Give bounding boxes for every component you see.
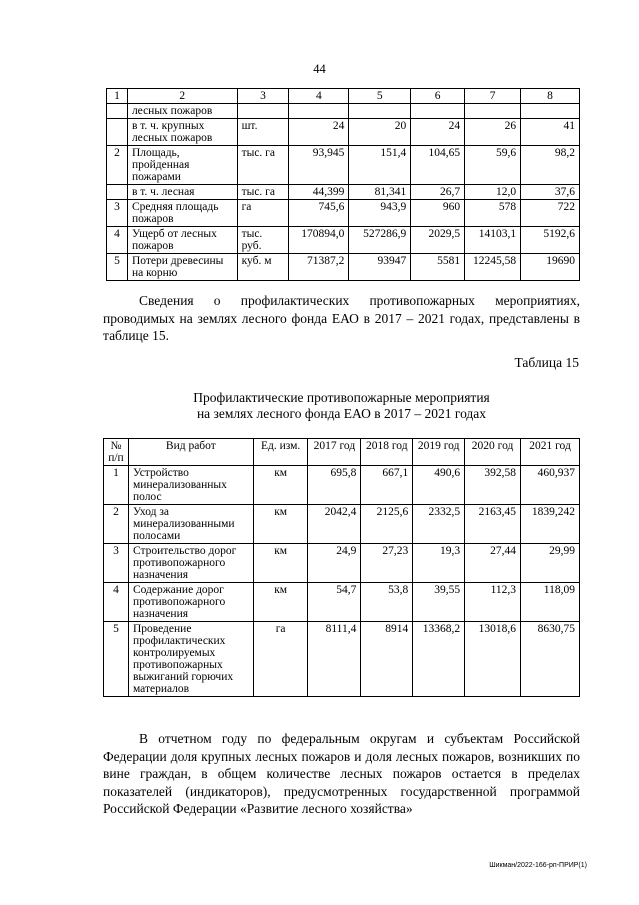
header-num: № п/п (104, 439, 129, 466)
row-value: 27,23 (361, 544, 413, 583)
row-value: 2332,5 (413, 505, 465, 544)
row-name: Устройство минерализованных полос (128, 466, 253, 505)
table-row (107, 254, 580, 281)
table-row (107, 200, 580, 227)
row-unit: га (253, 622, 308, 697)
row-value: 2042,4 (308, 505, 361, 544)
row-number: 2 (107, 146, 128, 185)
row-value: 460,937 (521, 466, 580, 505)
row-value: 24 (289, 119, 349, 146)
row-value: 98,2 (521, 146, 580, 185)
table-row (107, 146, 580, 185)
row-number: 3 (104, 544, 129, 583)
row-unit: шт. (237, 119, 289, 146)
row-value: 667,1 (361, 466, 413, 505)
row-number: 4 (104, 583, 129, 622)
row-name: Уход за минерализованными полосами (128, 505, 253, 544)
row-value: 44,399 (289, 185, 349, 200)
row-value: 93,945 (289, 146, 349, 185)
row-value: 170894,0 (289, 227, 349, 254)
row-value: 12245,58 (465, 254, 521, 281)
document-id: Шикман/2022-166-рп-ПРИР(1) (489, 862, 587, 869)
row-value: 41 (521, 119, 580, 146)
row-value: 71387,2 (289, 254, 349, 281)
row-value: 695,8 (308, 466, 361, 505)
row-value: 29,99 (521, 544, 580, 583)
header-cell: 7 (465, 89, 521, 104)
row-unit: км (253, 544, 308, 583)
row-value: 490,6 (413, 466, 465, 505)
header-work: Вид работ (128, 439, 253, 466)
row-value: 24 (411, 119, 465, 146)
row-unit (237, 104, 289, 119)
row-unit: га (237, 200, 289, 227)
row-name: Строительство дорог противопожарного назначения (128, 544, 253, 583)
row-value: 722 (521, 200, 580, 227)
fire-statistics-table (106, 88, 580, 281)
row-name: Средняя площадь пожаров (127, 200, 237, 227)
row-value (411, 104, 465, 119)
header-cell: 5 (349, 89, 411, 104)
row-value: 19690 (521, 254, 580, 281)
row-number: 5 (104, 622, 129, 697)
row-name: Ущерб от лесных пожаров (127, 227, 237, 254)
header-cell: 6 (411, 89, 465, 104)
row-value: 26,7 (411, 185, 465, 200)
row-value: 59,6 (465, 146, 521, 185)
row-value: 2163,45 (465, 505, 521, 544)
row-number: 4 (107, 227, 128, 254)
row-number (107, 119, 128, 146)
row-unit: км (253, 505, 308, 544)
row-number: 3 (107, 200, 128, 227)
row-name: Площадь, пройденная пожарами (127, 146, 237, 185)
header-year: 2017 год (308, 439, 361, 466)
row-unit: куб. м (237, 254, 289, 281)
row-value: 14103,1 (465, 227, 521, 254)
row-value: 392,58 (465, 466, 521, 505)
row-number: 2 (104, 505, 129, 544)
row-value: 5192,6 (521, 227, 580, 254)
table-label: Таблица 15 (514, 355, 579, 370)
row-value: 81,341 (349, 185, 411, 200)
header-cell: 8 (521, 89, 580, 104)
row-value: 2125,6 (361, 505, 413, 544)
row-value: 118,09 (521, 583, 580, 622)
row-name: Проведение профилактических контролируемых противопожарных выжиганий горючих материалов (128, 622, 253, 697)
row-value: 8630,75 (521, 622, 580, 697)
row-value: 1839,242 (521, 505, 580, 544)
table-header-row (107, 89, 580, 104)
header-cell: 2 (127, 89, 237, 104)
header-year: 2019 год (413, 439, 465, 466)
row-value: 39,55 (413, 583, 465, 622)
row-value: 8914 (361, 622, 413, 697)
header-year: 2020 год (465, 439, 521, 466)
paragraph-intro: Сведения о профилактических противопожарных мероприятиях, проводимых на землях лесного фонда ЕАО в 2017 – 2021 годах, представлены в таблице 15. (103, 293, 580, 343)
table-row (104, 583, 580, 622)
row-value: 8111,4 (308, 622, 361, 697)
row-value: 527286,9 (349, 227, 411, 254)
row-unit: тыс. га (237, 146, 289, 185)
row-unit: тыс. руб. (237, 227, 289, 254)
table-row (107, 119, 580, 146)
table-row (104, 544, 580, 583)
row-name: Содержание дорог противопожарного назначения (128, 583, 253, 622)
row-unit: км (253, 583, 308, 622)
row-value: 112,3 (465, 583, 521, 622)
header-unit: Ед. изм. (253, 439, 308, 466)
row-value: 960 (411, 200, 465, 227)
header-cell: 3 (237, 89, 289, 104)
row-value (465, 104, 521, 119)
row-value: 13018,6 (465, 622, 521, 697)
row-name: в т. ч. крупных лесных пожаров (127, 119, 237, 146)
row-value: 943,9 (349, 200, 411, 227)
row-value: 19,3 (413, 544, 465, 583)
row-unit: км (253, 466, 308, 505)
row-number (107, 185, 128, 200)
row-value: 26 (465, 119, 521, 146)
table-row (107, 104, 580, 119)
row-value: 37,6 (521, 185, 580, 200)
header-cell: 1 (107, 89, 128, 104)
row-value: 745,6 (289, 200, 349, 227)
row-number (107, 104, 128, 119)
row-value (521, 104, 580, 119)
row-name: в т. ч. лесная (127, 185, 237, 200)
table-title: Профилактические противопожарные мероприятия на землях лесного фонда ЕАО в 2017 – 2021 годах (193, 390, 490, 421)
table-row (104, 505, 580, 544)
row-name: лесных пожаров (127, 104, 237, 119)
row-value: 12,0 (465, 185, 521, 200)
row-value (349, 104, 411, 119)
row-value: 578 (465, 200, 521, 227)
row-value: 13368,2 (413, 622, 465, 697)
row-name: Потери древесины на корню (127, 254, 237, 281)
table-row (107, 227, 580, 254)
paragraph-conclusion: В отчетном году по федеральным округам и субъектам Российской Федерации доля крупных лесных пожаров и доля лесных пожаров, возникших по вине граждан, в общем количестве лесных пожаров остается в пределах показателей (индикаторов), предусмотренных государственной программой Российской Федерации «Развитие лесного хозяйства» (103, 731, 580, 816)
row-value: 93947 (349, 254, 411, 281)
row-value: 54,7 (308, 583, 361, 622)
row-number: 5 (107, 254, 128, 281)
table-row (104, 622, 580, 697)
fire-prevention-table (103, 438, 580, 697)
row-value (289, 104, 349, 119)
header-year: 2021 год (521, 439, 580, 466)
header-cell: 4 (289, 89, 349, 104)
row-number: 1 (104, 466, 129, 505)
row-value: 151,4 (349, 146, 411, 185)
row-value: 2029,5 (411, 227, 465, 254)
row-value: 104,65 (411, 146, 465, 185)
row-value: 24,9 (308, 544, 361, 583)
row-value: 20 (349, 119, 411, 146)
page-number: 44 (313, 62, 326, 76)
table-row (104, 466, 580, 505)
row-value: 53,8 (361, 583, 413, 622)
row-value: 5581 (411, 254, 465, 281)
table-row (107, 185, 580, 200)
row-value: 27,44 (465, 544, 521, 583)
header-year: 2018 год (361, 439, 413, 466)
row-unit: тыс. га (237, 185, 289, 200)
table-header-row (104, 439, 580, 466)
